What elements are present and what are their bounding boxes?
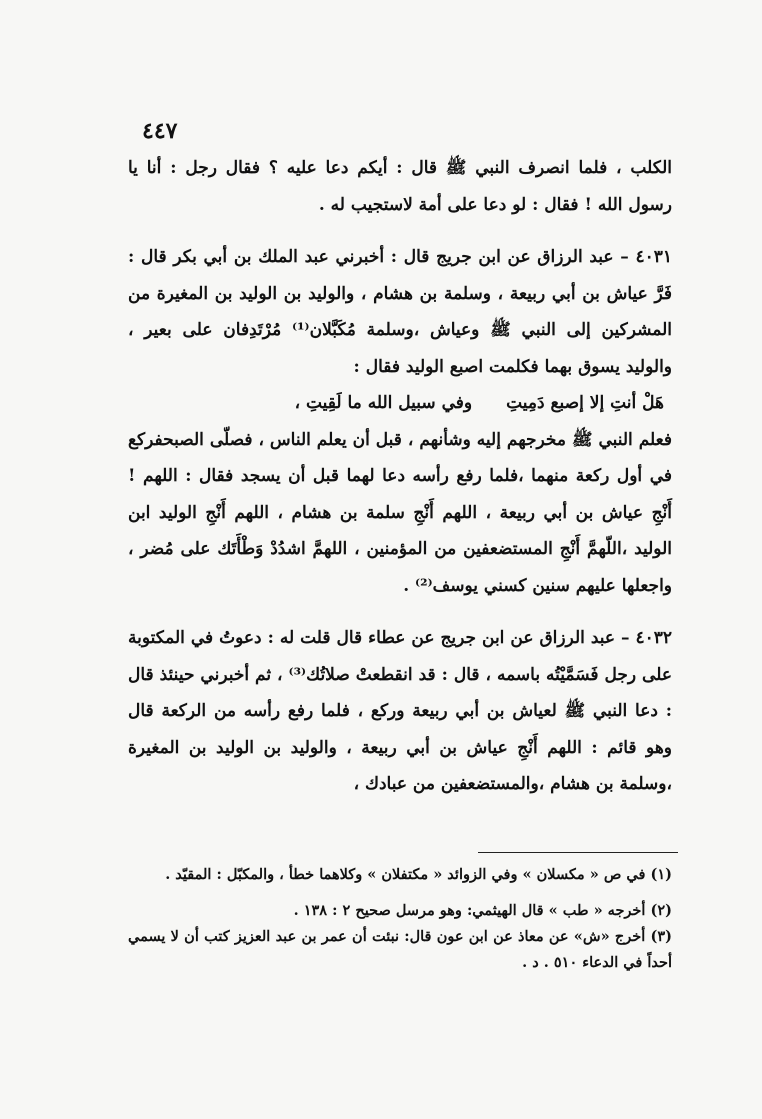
hadith-4031-continued: فعلم النبي ﷺ مخرجهم إليه وشأنهم ، قبل أن يعلم الناس ، فصلّى الصبحفركع في أول ركعة منهما ،فلما رفع رأسه دعا لهما قبل أن يسجد فقال : اللهم ! أَنْجِ عياش بن أبي ربيعة ، اللهم أَنْجِ سلمة بن هشام ، اللهم أَنْجِ الوليد ابن الوليد ،اللّهمَّ أَنْجِ المستضعفين من المؤمنين ، اللهمَّ اشدُدْ وَطْأَتَك على مُضر ، واجعلها عليهم سنين كسني يوسف⁽²⁾ . bbox=[128, 429, 672, 596]
verse-line bbox=[128, 385, 672, 422]
footnote-2: (٢) أخرجه « طب » قال الهيثمي: وهو مرسل صحيح ٢ : ١٣٨ . bbox=[293, 902, 672, 919]
footnote-divider bbox=[478, 852, 678, 853]
paragraph-continuation: الكلب ، فلما انصرف النبي ﷺ قال : أيكم دعا عليه ؟ فقال رجل : أنا يا رسول الله ! فقال : لو دعا على أمة لاستجيب له . bbox=[128, 158, 672, 215]
verse-hemistich-2: وفي سبيل الله ما لَقِيتِ ، bbox=[294, 393, 473, 413]
main-text bbox=[128, 150, 672, 803]
footnote-1: (١) في ص « مكسلان » وفي الزوائد « مكتفلان » وكلاهما خطأ ، والمكبّل : المقيّد . bbox=[165, 866, 672, 883]
verse-hemistich-1: هَلْ أنتِ إلا إصبع دَمِيتِ bbox=[506, 393, 664, 413]
footnote-3: (٣) أخرج «ش» عن معاذ عن ابن عون قال: نبئت أن عمر بن عبد العزيز كتب أن لا يسمي أحداً في الدعاء ٥١٠ . د . bbox=[128, 928, 672, 971]
hadith-4031: ٤٠٣١ – عبد الرزاق عن ابن جريج قال : أخبرني عبد الملك بن أبي بكر قال : فَرَّ عياش بن أبي ربيعة ، وسلمة بن هشام ، والوليد بن الوليد بن المغيرة من المشركين إلى النبي ﷺ وعياش ،وسلمة مُكَبَّلان⁽¹⁾ مُرْتَدِفان على بعير ، والوليد يسوق بهما فكلمت اصبع الوليد فقال : bbox=[128, 247, 672, 377]
page-number: ٤٤٧ bbox=[142, 118, 178, 144]
hadith-4032: ٤٠٣٢ – عبد الرزاق عن ابن جريج عن عطاء قال قلت له : دعوتُ في المكتوبة على رجل فَسَمَّيْتُه باسمه ، قال : قد انقطعتْ صلاتُك⁽³⁾ ، ثم أخبرني حينئذ قال : دعا النبي ﷺ لعياش بن أبي ربيعة وركع ، فلما رفع رأسه من الركعة قال وهو قائم : اللهم أَنْجِ عياش بن أبي ربيعة ، والوليد بن الوليد بن المغيرة ،وسلمة بن هشام ،والمستضعفين من عبادك ، bbox=[128, 628, 672, 794]
footnotes bbox=[128, 862, 672, 976]
